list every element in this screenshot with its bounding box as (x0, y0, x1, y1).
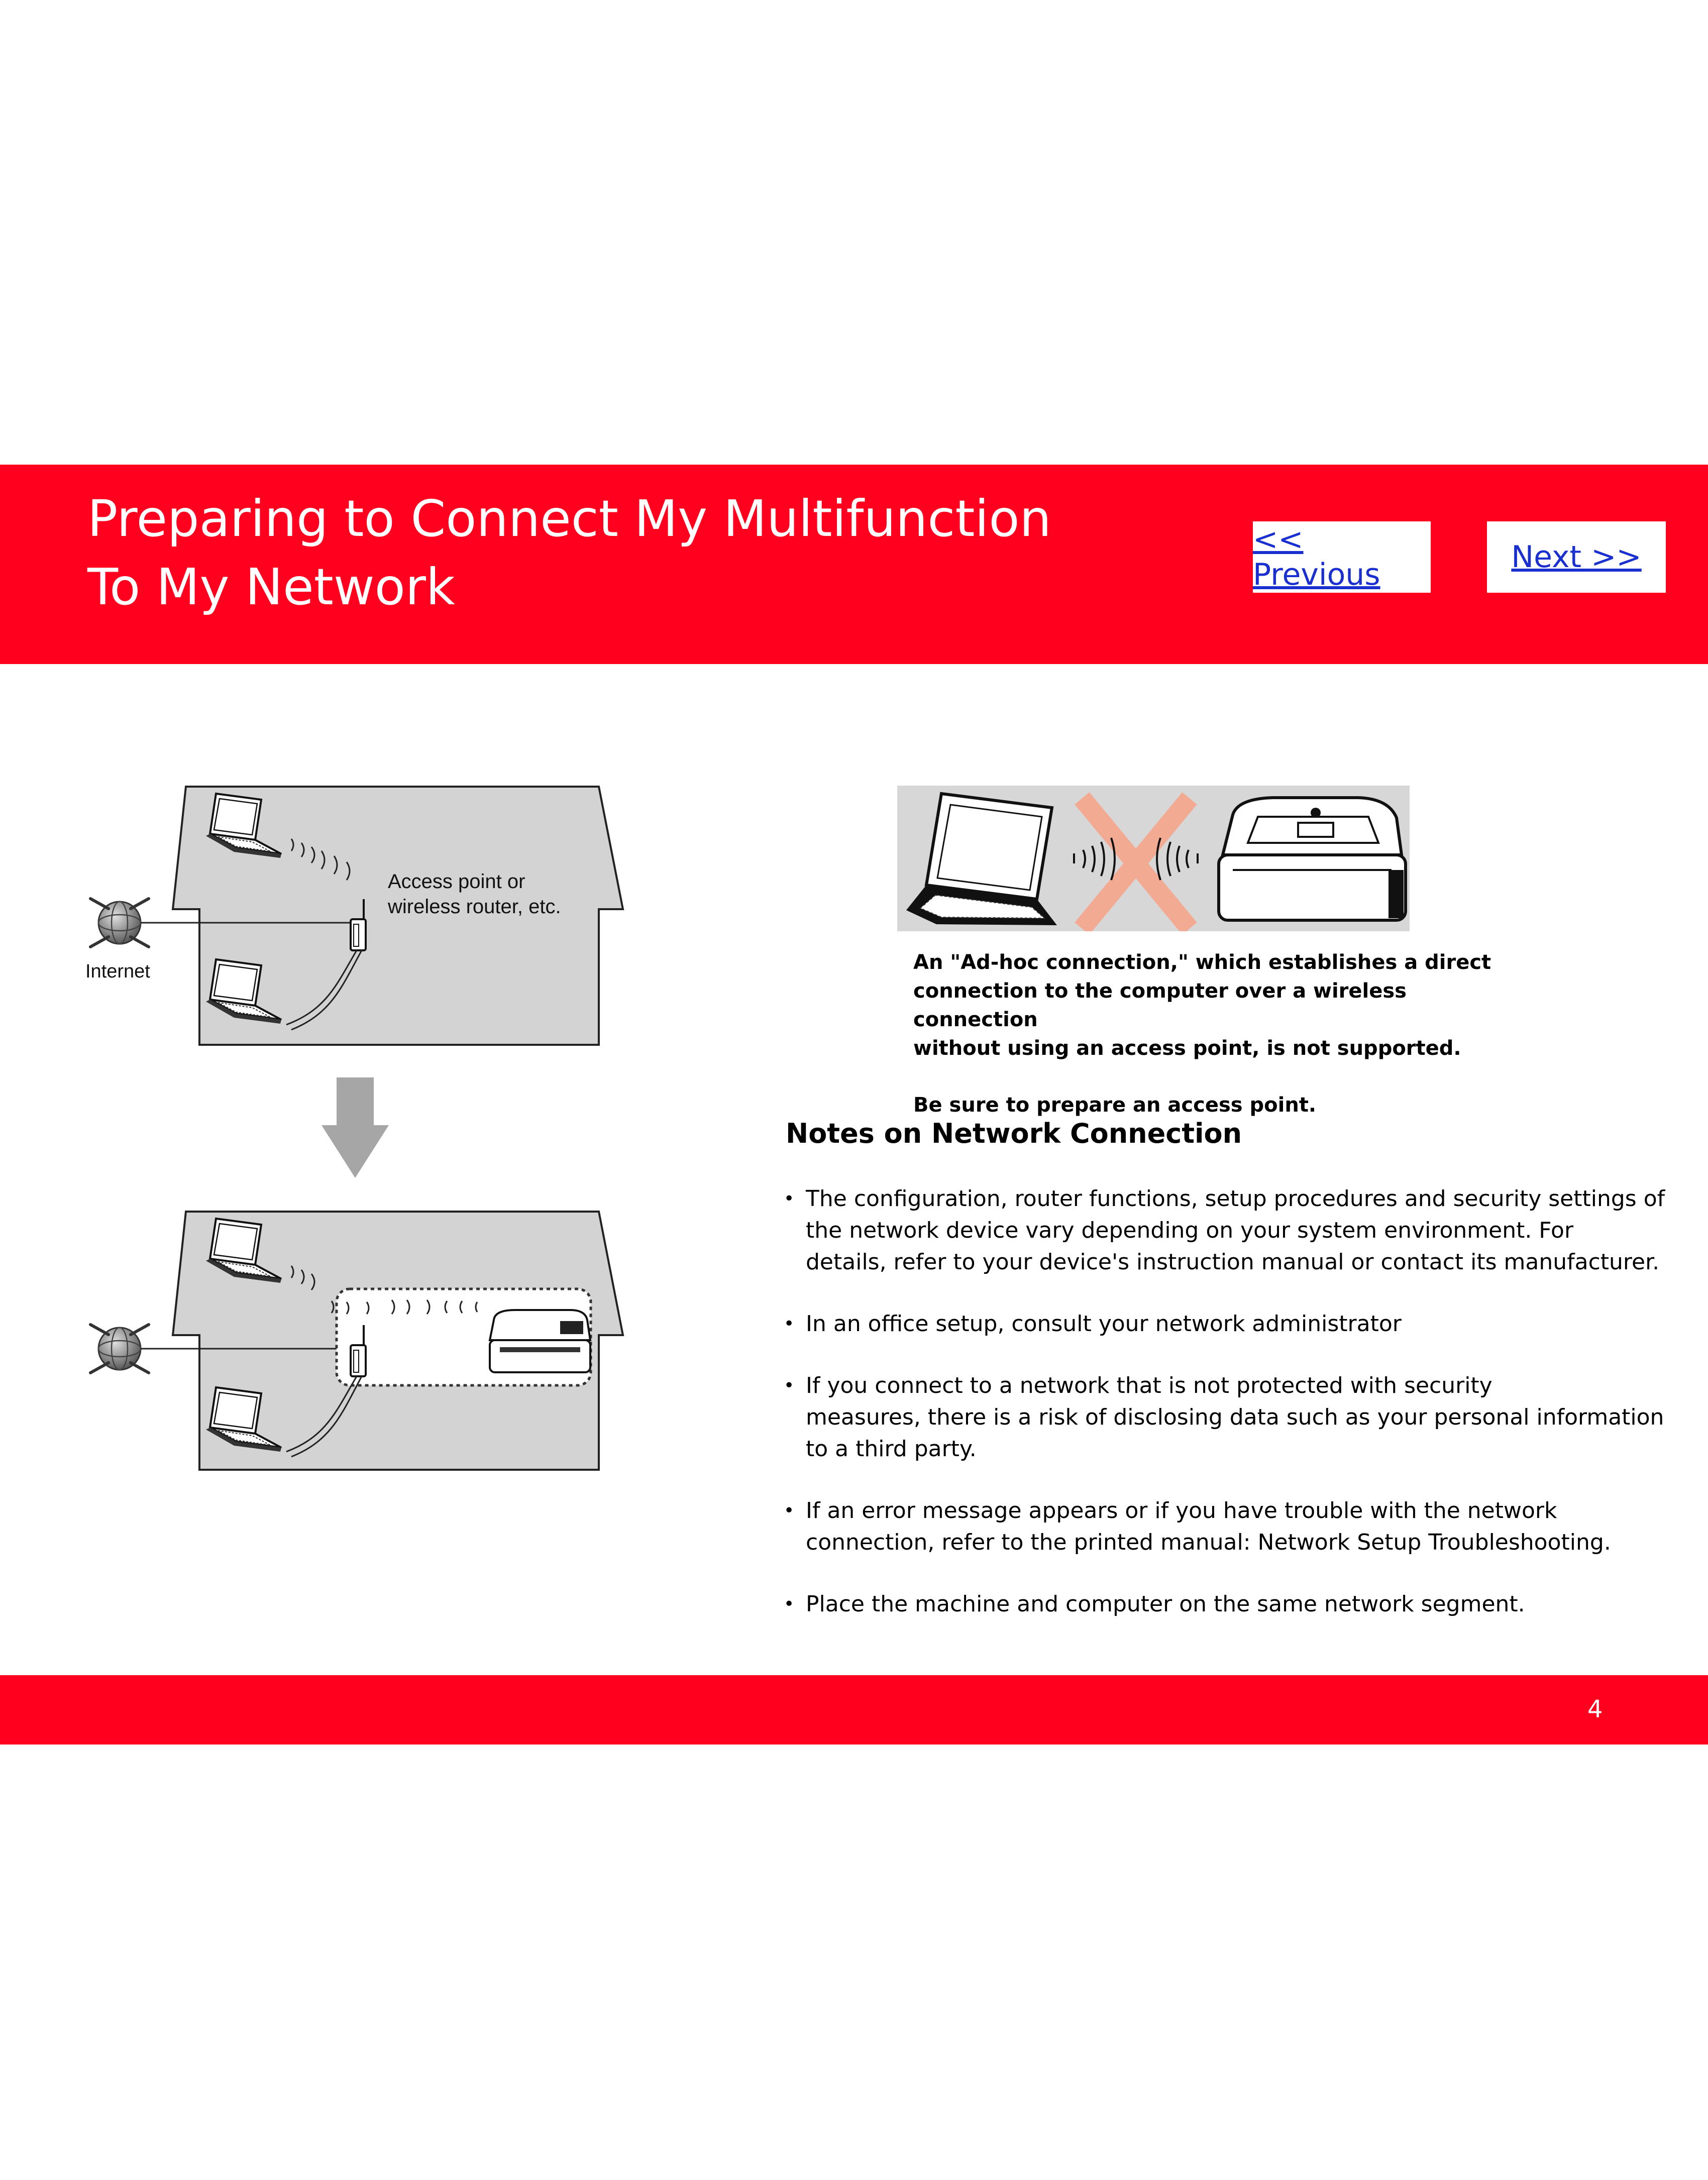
note-text: Place the machine and computer on the same network segment. (806, 1591, 1525, 1617)
note-text: In an office setup, consult your network administrator (806, 1311, 1402, 1337)
footer-band (0, 1675, 1708, 1745)
adhoc-warning-paragraph (913, 948, 1516, 1063)
down-arrow-icon (322, 1077, 389, 1178)
note-text: measures, there is a risk of disclosing data such as your personal information (806, 1404, 1664, 1430)
list-item (784, 1370, 1683, 1465)
bullet-icon: • (784, 1500, 795, 1521)
globe-icon-bottom (90, 1325, 149, 1373)
printer-icon-adhoc (1219, 798, 1406, 920)
note-text: The configuration, router functions, setup procedures and security settings of (806, 1186, 1665, 1212)
previous-button[interactable]: << Previous (1253, 521, 1431, 593)
list-item (784, 1495, 1683, 1558)
page-title (87, 485, 1193, 621)
list-item (784, 1308, 1683, 1340)
adhoc-warning-line3: without using an access point, is not supported. (913, 1037, 1461, 1060)
globe-icon-top (90, 899, 149, 947)
access-point-label-line1: Access point or (388, 870, 525, 893)
notes-title: Notes on Network Connection (786, 1118, 1242, 1149)
note-text: connection, refer to the printed manual: Network Setup Troubleshooting. (806, 1530, 1611, 1555)
bullet-icon: • (784, 1314, 795, 1334)
printer-icon-small (490, 1310, 590, 1372)
note-text: If an error message appears or if you have trouble with the network (806, 1498, 1557, 1523)
access-point-label-line2: wireless router, etc. (388, 896, 561, 918)
list-item (784, 1183, 1683, 1278)
adhoc-warning-line2: connection to the computer over a wireless connection (913, 979, 1407, 1031)
prepare-access-point-note: Be sure to prepare an access point. (913, 1094, 1317, 1117)
notes-list (784, 1183, 1683, 1650)
adhoc-connection-figure (897, 786, 1410, 931)
note-text: details, refer to your device's instruction manual or contact its manufacturer. (806, 1249, 1660, 1275)
note-text: the network device vary depending on your system environment. For (806, 1218, 1574, 1243)
bullet-icon: • (784, 1594, 795, 1614)
bullet-icon: • (784, 1188, 795, 1209)
bullet-icon: • (784, 1375, 795, 1396)
network-diagram (75, 774, 643, 1477)
next-button[interactable]: Next >> (1487, 521, 1666, 593)
internet-label: Internet (85, 961, 150, 982)
adhoc-warning (913, 948, 1516, 1120)
page-title-line1: Preparing to Connect My Multifunction (87, 489, 1051, 548)
page-number: 4 (1587, 1695, 1603, 1723)
note-text: If you connect to a network that is not protected with security (806, 1373, 1492, 1398)
note-text: to a third party. (806, 1436, 977, 1462)
page-title-line2: To My Network (87, 558, 455, 616)
list-item (784, 1588, 1683, 1620)
adhoc-warning-line1: An "Ad-hoc connection," which establishes a direct (913, 951, 1491, 974)
